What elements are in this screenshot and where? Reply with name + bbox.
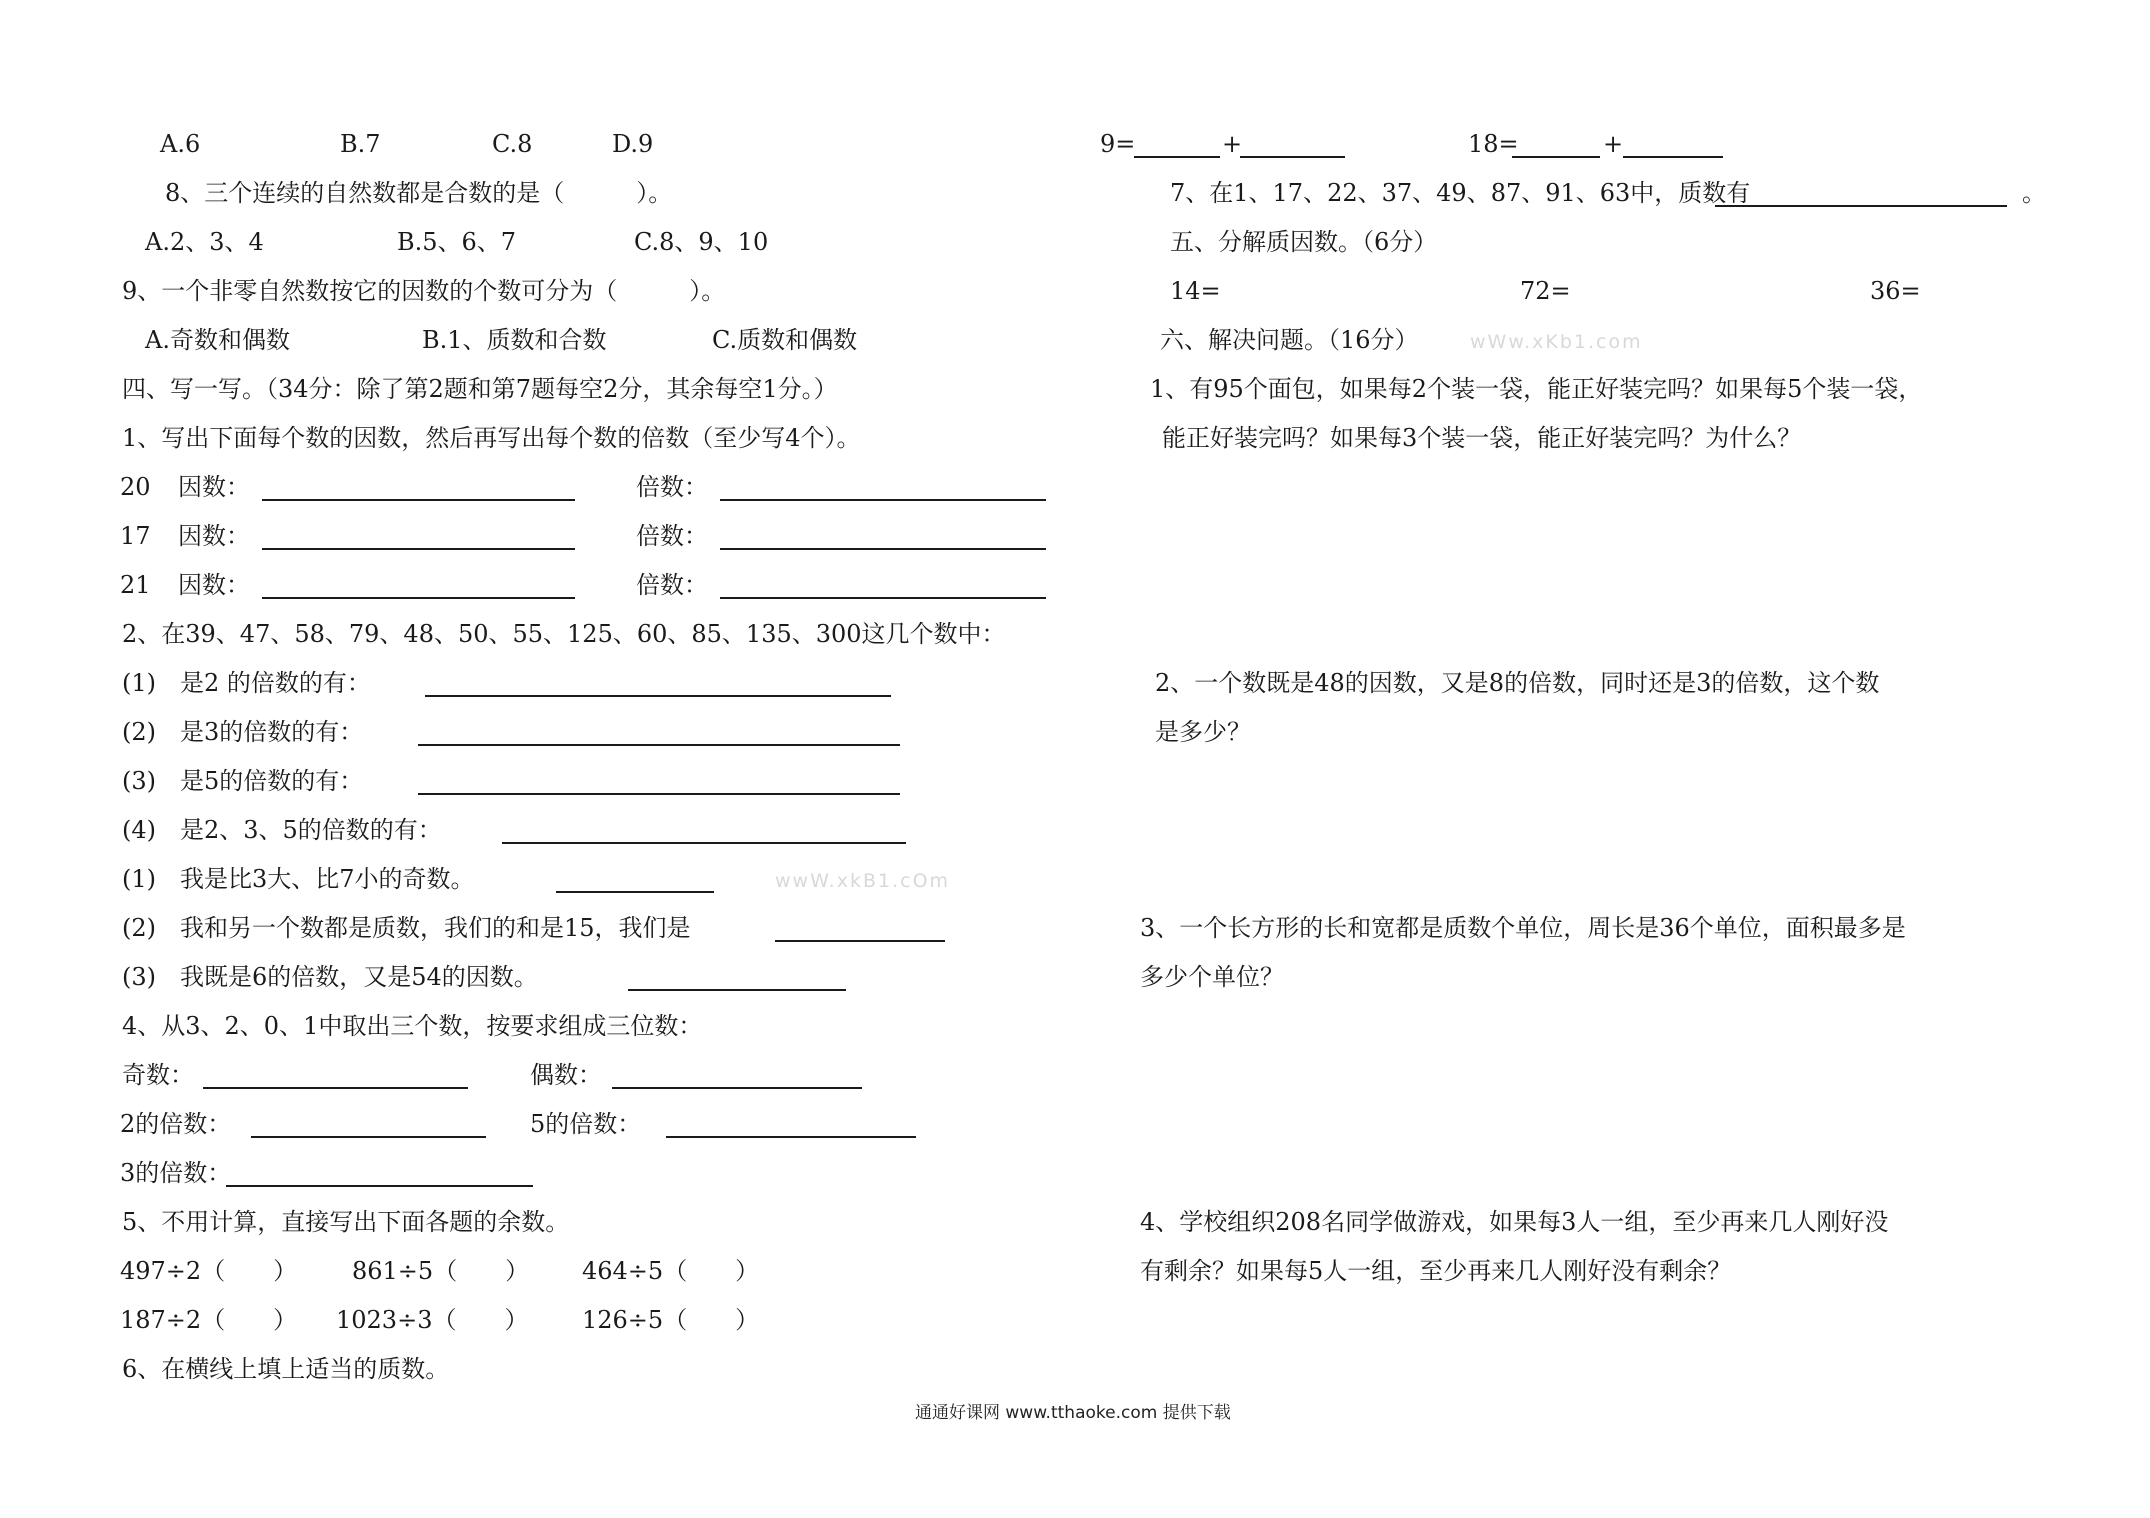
s4-q3-item-1: (1) 我是比3大、比7小的奇数。 — [122, 865, 475, 893]
factor-blank-21[interactable] — [262, 597, 575, 599]
s4-q2-stem: 2、在39、47、58、79、48、50、55、125、60、85、135、300这几个数中： — [122, 620, 1006, 648]
remainder-item: 187÷2（ ） — [120, 1306, 298, 1334]
multiple-label: 倍数： — [636, 473, 708, 501]
q8-option-c: C.8、9、10 — [634, 228, 769, 256]
s4-q1-stem: 1、写出下面每个数的因数，然后再写出每个数的倍数（至少写4个）。 — [122, 424, 861, 452]
problem-1-line-1: 1、有95个面包，如果每2个装一袋，能正好装完吗？如果每5个装一袋， — [1150, 375, 1923, 403]
section-6-title: 六、解决问题。（16分） — [1160, 326, 1419, 354]
q6-label-18: 18= — [1468, 130, 1519, 158]
problem-3-line-2: 多少个单位？ — [1140, 963, 1284, 991]
s4-q4-stem: 4、从3、2、0、1中取出三个数，按要求组成三位数： — [122, 1012, 703, 1040]
remainder-item: 464÷5（ ） — [582, 1257, 760, 1285]
problem-2-line-1: 2、一个数既是48的因数，又是8的倍数，同时还是3的倍数，这个数 — [1155, 669, 1880, 697]
multiple-blank-20[interactable] — [720, 499, 1046, 501]
option-c: C.8 — [492, 130, 533, 158]
problem-4-line-2: 有剩余？如果每5人一组，至少再来几人刚好没有剩余？ — [1140, 1257, 1732, 1285]
s4-q3-item-2: (2) 我和另一个数都是质数，我们的和是15，我们是 — [122, 914, 691, 942]
q8-option-b: B.5、6、7 — [397, 228, 517, 256]
remainder-item: 497÷2（ ） — [120, 1257, 298, 1285]
q9-option-b: B.1、质数和合数 — [422, 326, 607, 354]
multiple-5-blank[interactable] — [666, 1136, 916, 1138]
problem-3-line-1: 3、一个长方形的长和宽都是质数个单位，周长是36个单位，面积最多是 — [1140, 914, 1906, 942]
s4-q3-blank-2[interactable] — [775, 940, 945, 942]
remainder-item: 1023÷3（ ） — [336, 1306, 529, 1334]
problem-1-line-2: 能正好装完吗？如果每3个装一袋，能正好装完吗？为什么？ — [1162, 424, 1802, 452]
option-a: A.6 — [160, 130, 201, 158]
q7-end: 。 — [2022, 179, 2046, 207]
plus-sign: + — [1222, 130, 1243, 158]
multiple-label: 倍数： — [636, 522, 708, 550]
odd-label: 奇数： — [122, 1061, 194, 1089]
number-17: 17 — [120, 522, 151, 550]
q6-blank-18a[interactable] — [1512, 156, 1600, 158]
s4-q3-item-3: (3) 我既是6的倍数，又是54的因数。 — [122, 963, 538, 991]
q9-stem: 9、一个非零自然数按它的因数的个数可分为（ ）。 — [122, 277, 726, 305]
multiple-3-blank[interactable] — [226, 1185, 533, 1187]
s4-q2-blank-1[interactable] — [425, 695, 891, 697]
factorize-36: 36= — [1870, 277, 1921, 305]
q6-blank-18b[interactable] — [1623, 156, 1723, 158]
s4-q2-blank-4[interactable] — [502, 842, 906, 844]
section-4-title: 四、写一写。（34分：除了第2题和第7题每空2分，其余每空1分。） — [122, 375, 838, 403]
section-5-title: 五、分解质因数。（6分） — [1170, 228, 1438, 256]
q7-stem: 7、在1、17、22、37、49、87、91、63中，质数有 — [1170, 179, 1751, 207]
factor-label: 因数： — [178, 522, 250, 550]
multiple-3-label: 3的倍数： — [120, 1159, 232, 1187]
multiple-label: 倍数： — [636, 571, 708, 599]
q9-option-c: C.质数和偶数 — [712, 326, 858, 354]
watermark: wwW.xkB1.cOm — [775, 870, 951, 892]
s4-q3-blank-1[interactable] — [556, 891, 714, 893]
number-21: 21 — [120, 571, 151, 599]
watermark: wWw.xKb1.com — [1470, 331, 1643, 353]
multiple-blank-21[interactable] — [720, 597, 1046, 599]
factor-label: 因数： — [178, 473, 250, 501]
multiple-blank-17[interactable] — [720, 548, 1046, 550]
number-20: 20 — [120, 473, 151, 501]
q8-option-a: A.2、3、4 — [145, 228, 264, 256]
problem-4-line-1: 4、学校组织208名同学做游戏，如果每3人一组，至少再来几人刚好没 — [1140, 1208, 1889, 1236]
q6-blank-9a[interactable] — [1134, 156, 1220, 158]
s4-q5-stem: 5、不用计算，直接写出下面各题的余数。 — [122, 1208, 570, 1236]
factor-blank-17[interactable] — [262, 548, 575, 550]
s4-q2-blank-2[interactable] — [418, 744, 900, 746]
s4-q2-item-1: (1) 是2 的倍数的有： — [122, 669, 371, 697]
factor-blank-20[interactable] — [262, 499, 575, 501]
factor-label: 因数： — [178, 571, 250, 599]
plus-sign: + — [1603, 130, 1624, 158]
even-blank[interactable] — [612, 1087, 862, 1089]
remainder-item: 861÷5（ ） — [352, 1257, 530, 1285]
multiple-2-blank[interactable] — [251, 1136, 486, 1138]
q8-stem: 8、三个连续的自然数都是合数的是（ ）。 — [165, 179, 673, 207]
option-d: D.9 — [612, 130, 654, 158]
odd-blank[interactable] — [203, 1087, 468, 1089]
s4-q2-item-2: (2) 是3的倍数的有： — [122, 718, 364, 746]
s4-q2-item-4: (4) 是2、3、5的倍数的有： — [122, 816, 442, 844]
factorize-72: 72= — [1520, 277, 1571, 305]
q6-blank-9b[interactable] — [1240, 156, 1345, 158]
s4-q2-blank-3[interactable] — [418, 793, 900, 795]
s4-q3-blank-3[interactable] — [628, 989, 846, 991]
q9-option-a: A.奇数和偶数 — [145, 326, 290, 354]
factorize-14: 14= — [1170, 277, 1221, 305]
option-b: B.7 — [340, 130, 381, 158]
problem-2-line-2: 是多少？ — [1155, 718, 1251, 746]
q7-blank[interactable] — [1715, 205, 2007, 207]
multiple-2-label: 2的倍数： — [120, 1110, 232, 1138]
remainder-item: 126÷5（ ） — [582, 1306, 760, 1334]
even-label: 偶数： — [530, 1061, 602, 1089]
s4-q2-item-3: (3) 是5的倍数的有： — [122, 767, 364, 795]
s4-q6-stem: 6、在横线上填上适当的质数。 — [122, 1355, 450, 1383]
footer-text: 通通好课网 www.tthaoke.com 提供下载 — [915, 1403, 1231, 1423]
q6-label-9: 9= — [1100, 130, 1136, 158]
multiple-5-label: 5的倍数： — [530, 1110, 642, 1138]
